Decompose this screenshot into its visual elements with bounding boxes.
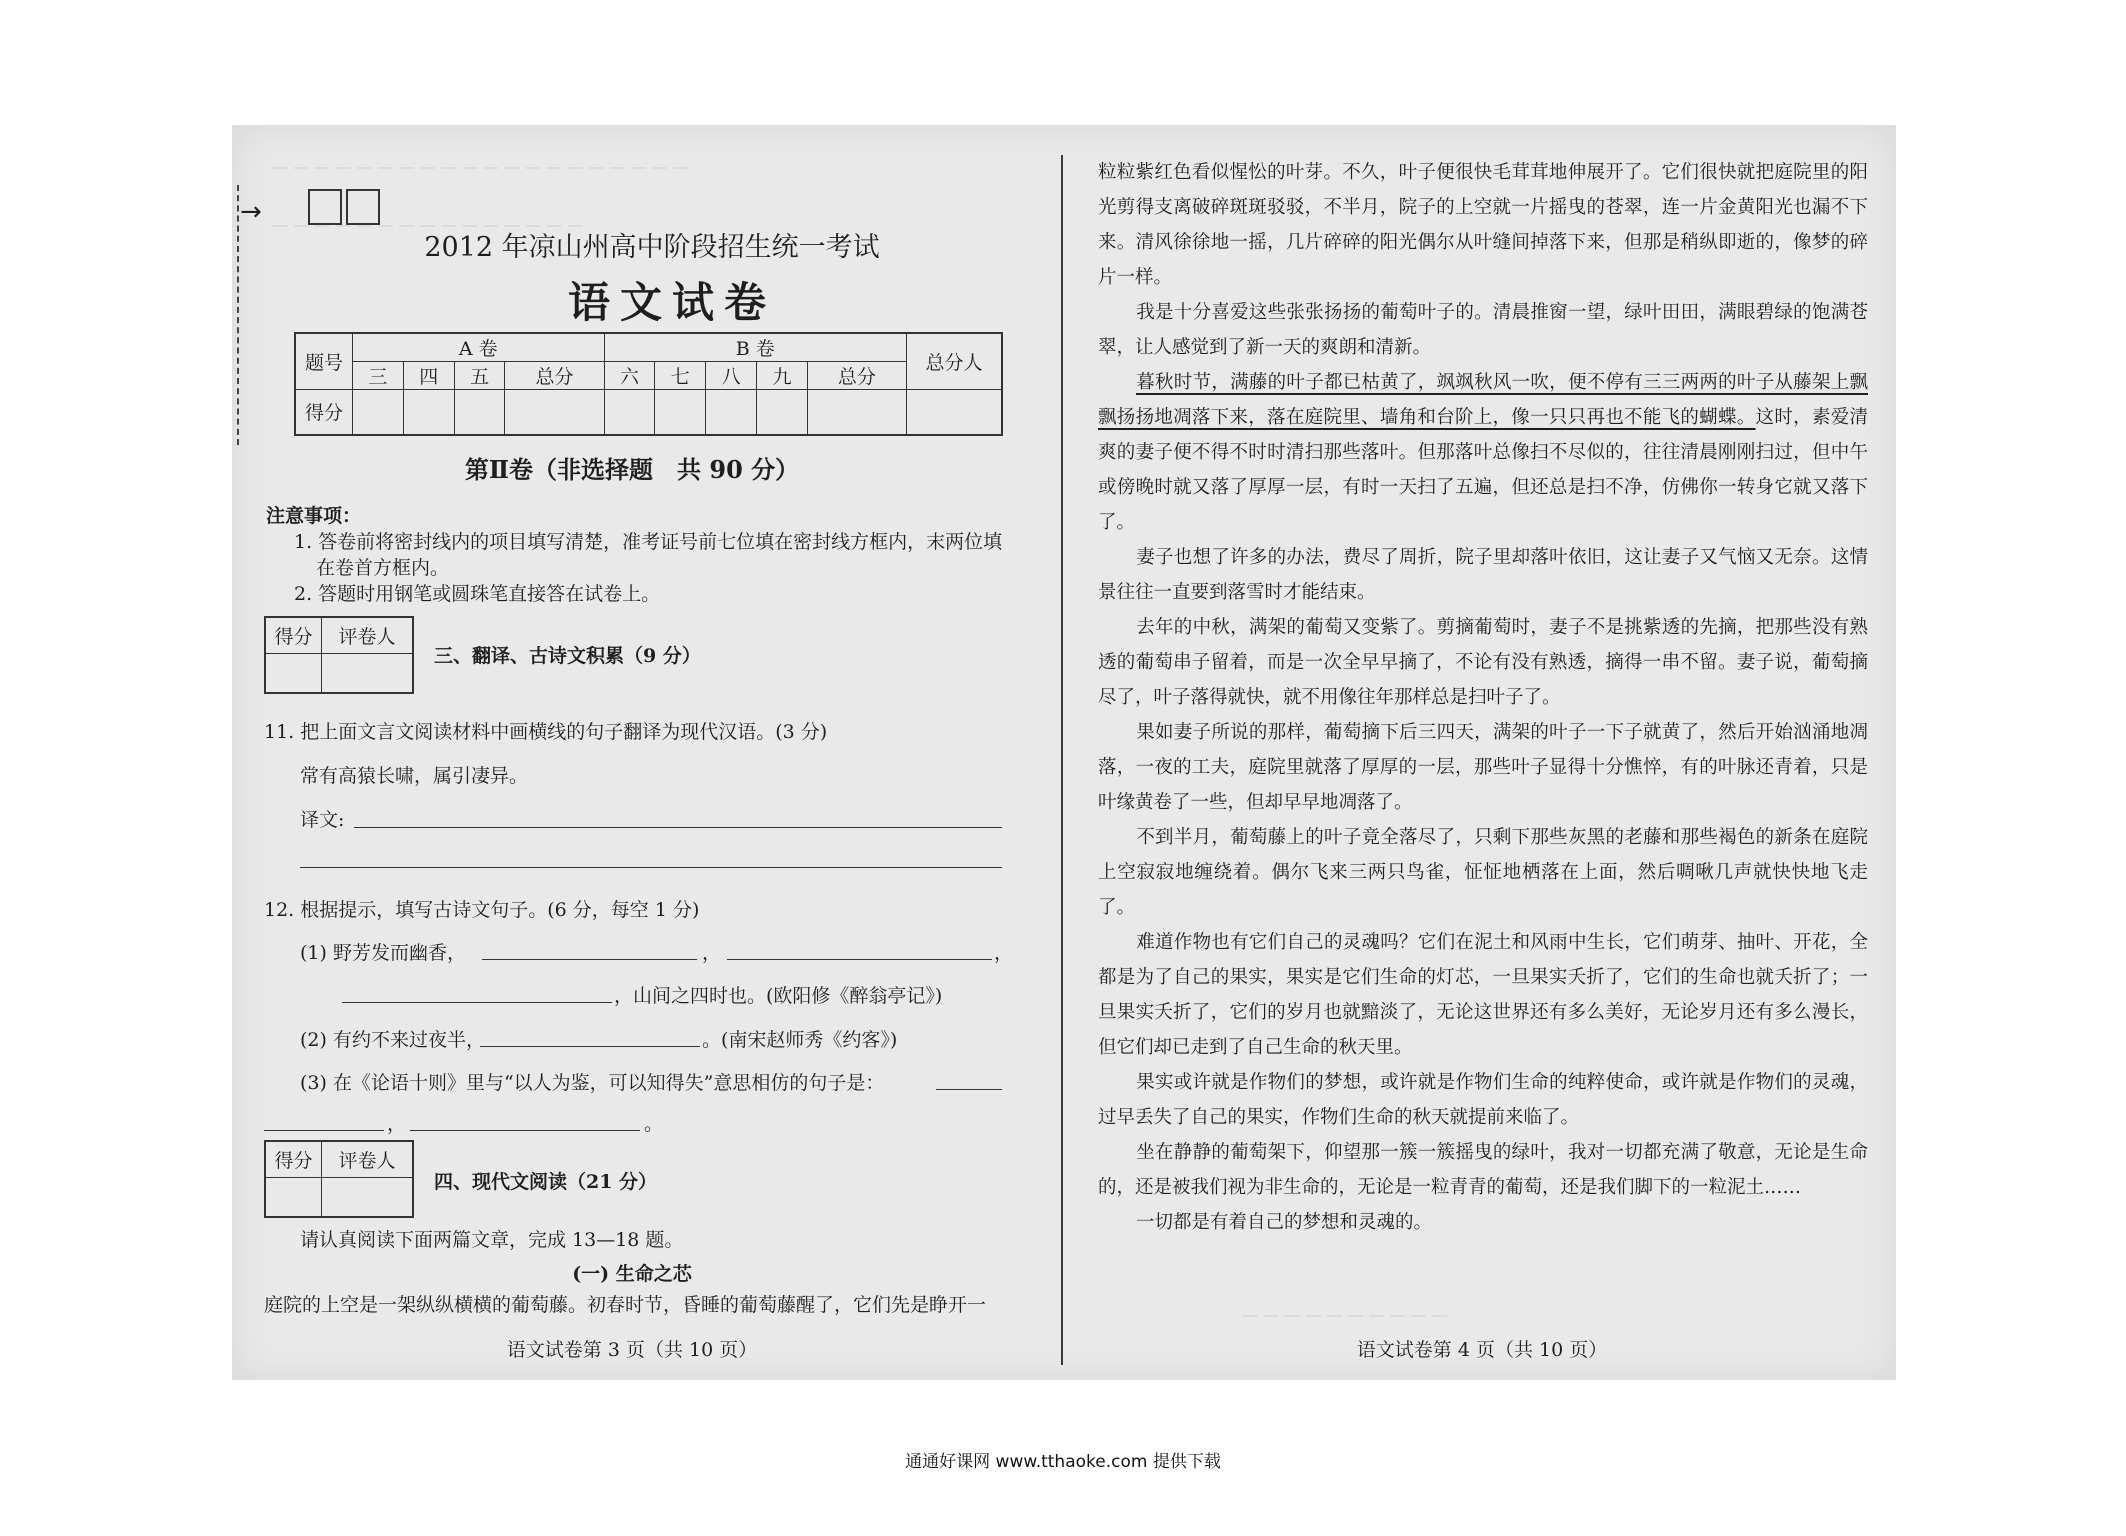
answer-blank[interactable]: [410, 1130, 640, 1131]
col-header: 三: [353, 362, 404, 390]
score-cell[interactable]: [807, 390, 906, 435]
scanned-exam-spread: [232, 125, 1896, 1380]
col-header: 七: [655, 362, 706, 390]
score-cell[interactable]: [403, 390, 454, 435]
answer-blank[interactable]: [936, 1089, 1002, 1090]
answer-blank[interactable]: [342, 1002, 612, 1003]
score-cell[interactable]: [655, 390, 706, 435]
score-cell[interactable]: [265, 653, 322, 693]
row-label-question: 题号: [295, 333, 353, 390]
column-divider: [1061, 155, 1063, 1365]
score-cell[interactable]: [757, 390, 808, 435]
q11-answer-label: 译文:: [300, 809, 345, 831]
scorer-box: [264, 616, 414, 694]
score-cell[interactable]: [353, 390, 404, 435]
punct: ，: [994, 942, 1014, 964]
q12-1-source: ，山间之四时也。(欧阳修《醉翁亭记》): [614, 985, 943, 1007]
col-header: 五: [454, 362, 505, 390]
scorer-score-label: 得分: [265, 617, 322, 653]
bleed-through-text: — — — — — — — — — — — — — — —: [272, 215, 584, 234]
page-footer-left: 语文试卷第 3 页（共 10 页）: [506, 1339, 758, 1361]
q12-3-prompt: (3) 在《论语十则》里与“以人为鉴，可以知得失”意思相仿的句子是：: [300, 1072, 885, 1094]
col-header: 九: [757, 362, 808, 390]
article-paragraph: 暮秋时节，满藤的叶子都已枯黄了，飒飒秋风一吹，便不停有三三两两的叶子从藤架上飘飘扬扬地凋落下来，落在庭院里、墙角和台阶上，像一只只再也不能飞的蝴蝶。这时，素爱清爽的妻子便不得不时时清扫那些落叶。但那落叶总像扫不尽似的，往往清晨刚刚扫过，但中午或傍晚时就又落了厚厚一层，有时一天扫了五遍，但还总是扫不净，仿佛你一转身它就又落下了。: [1098, 372, 1868, 533]
section3-title: 三、翻译、古诗文积累（9 分）: [434, 645, 701, 667]
punct: ，: [702, 942, 722, 964]
score-cell[interactable]: [907, 390, 1003, 435]
answer-blank[interactable]: [727, 959, 992, 960]
number-box[interactable]: [308, 189, 342, 225]
scorer-grader-label: 评卷人: [322, 617, 414, 653]
article-paragraph: 坐在静静的葡萄架下，仰望那一簇一簇摇曳的绿叶，我对一切都充满了敬意，无论是生命的，还是被我们视为非生命的，无论是一粒青青的葡萄，还是我们脚下的一粒泥土……: [1098, 1142, 1868, 1198]
col-header: 总分: [807, 362, 906, 390]
underlined-sentence: 暮秋时节，满藤的叶子都已枯黄了，飒飒秋风一吹，便不停有三三两两的叶子从藤架上飘飘扬扬地凋落下来，落在庭院里、墙角和台阶上，像一只只再也不能飞的蝴蝶。: [1098, 372, 1868, 428]
bleed-through-text: — — — — — — — — — —: [1242, 1305, 1448, 1324]
total-scorer-header: 总分人: [907, 333, 1003, 390]
article-paragraph: 果如妻子所说的那样，葡萄摘下后三四天，满架的叶子一下子就黄了，然后开始汹涌地凋落，一夜的工夫，庭院里就落了厚厚的一层，那些叶子显得十分憔悴，有的叶脉还青着，只是叶缘黄卷了一些，但却早早地凋落了。: [1098, 722, 1868, 813]
arrow-right-icon: →: [240, 197, 262, 227]
article-paragraph: 不到半月，葡萄藤上的叶子竟全落尽了，只剩下那些灰黑的老藤和那些褐色的新条在庭院上空寂寂地缠绕着。偶尔飞来三两只鸟雀，怔怔地栖落在上面，然后啁啾几声就快快地飞走了。: [1098, 827, 1868, 918]
page-footer-right: 语文试卷第 4 页（共 10 页）: [1356, 1339, 1608, 1361]
punct: 。: [644, 1113, 664, 1135]
q12-2-source: 。(南宋赵师秀《约客》): [702, 1029, 898, 1051]
article-paragraph: 一切都是有着自己的梦想和灵魂的。: [1136, 1212, 1433, 1233]
score-table: [294, 332, 1003, 436]
volume-b-header: B 卷: [604, 333, 906, 362]
score-cell[interactable]: [604, 390, 655, 435]
note-item: 1. 答卷前将密封线内的项目填写清楚，准考证号前七位填在密封线方框内，末两位填: [294, 531, 1003, 553]
question-11: 11. 把上面文言文阅读材料中画横线的句子翻译为现代汉语。(3 分): [264, 721, 828, 743]
grader-cell[interactable]: [322, 1177, 414, 1217]
q12-1-prompt: (1) 野芳发而幽香，: [300, 942, 466, 964]
article-paragraph: 妻子也想了许多的办法，费尽了周折，院子里却落叶依旧，这让妻子又气恼又无奈。这情景往往一直要到落雪时才能结束。: [1098, 547, 1868, 603]
score-cell[interactable]: [265, 1177, 322, 1217]
bleed-through-text: — — — — — — — — — — — — — — — — — — — —: [272, 157, 689, 176]
volume-a-header: A 卷: [353, 333, 605, 362]
scorer-score-label: 得分: [265, 1141, 322, 1177]
note-item: 2. 答题时用钢笔或圆珠笔直接答在试卷上。: [294, 583, 661, 605]
article-paragraph: 果实或许就是作物们的梦想，或许就是作物们生命的纯粹使命，或许就是作物们的灵魂，过早丢失了自己的果实，作物们生命的秋天就提前来临了。: [1098, 1072, 1868, 1128]
score-cell[interactable]: [505, 390, 604, 435]
answer-blank[interactable]: [480, 1046, 700, 1047]
article-paragraph: 去年的中秋，满架的葡萄又变紫了。剪摘葡萄时，妻子不是挑紫透的先摘，把那些没有熟透的葡萄串子留着，而是一次全早早摘了，不论有没有熟透，摘得一串不留。妻子说，葡萄摘尽了，叶子落得就快，就不用像往年那样总是扫叶子了。: [1098, 617, 1868, 708]
scorer-box: [264, 1140, 414, 1218]
q12-2-prompt: (2) 有约不来过夜半，: [300, 1029, 485, 1051]
exam-title: 2012 年凉山州高中阶段招生统一考试: [424, 232, 880, 263]
article-title: (一) 生命之芯: [572, 1263, 692, 1285]
answer-line[interactable]: [300, 867, 1002, 868]
answer-blank[interactable]: [482, 959, 697, 960]
col-header: 八: [706, 362, 757, 390]
download-credit: 通通好课网 www.tthaoke.com 提供下载: [905, 1452, 1221, 1472]
row-label-score: 得分: [295, 390, 353, 435]
scorer-grader-label: 评卷人: [322, 1141, 414, 1177]
punct: ，: [387, 1113, 407, 1135]
article-paragraph: 难道作物也有它们自己的灵魂吗？它们在泥土和风雨中生长，它们萌芽、抽叶、开花，全都是为了自己的果实，果实是它们生命的灯芯，一旦果实夭折了，它们的生命也就夭折了；一旦果实夭折了，它们的岁月也就黯淡了，无论这世界还有多么美好，无论岁月还有多么漫长，但它们却已走到了自己生命的秋天里。: [1098, 932, 1868, 1058]
notes-heading: 注意事项：: [266, 505, 362, 527]
q11-source-text: 常有高猿长啸，属引凄异。: [300, 765, 529, 787]
score-cell[interactable]: [706, 390, 757, 435]
seal-line: [237, 185, 239, 445]
col-header: 六: [604, 362, 655, 390]
score-cell[interactable]: [454, 390, 505, 435]
note-item: 在卷首方框内。: [316, 557, 450, 579]
section4-title: 四、现代文阅读（21 分）: [434, 1171, 658, 1193]
article-paragraph: 粒粒紫红色看似惺忪的叶芽。不久，叶子便很快毛茸茸地伸展开了。它们很快就把庭院里的阳光剪得支离破碎斑斑驳驳，不半月，院子的上空就一片摇曳的苍翠，连一片金黄阳光也漏不下来。清风徐徐地一摇，几片碎碎的阳光偶尔从叶缝间掉落下来，但那是稍纵即逝的，像梦的碎片一样。: [1098, 162, 1868, 288]
paper-title: 语文试卷: [567, 278, 776, 327]
volume-title: 第Ⅱ卷（非选择题 共 90 分）: [464, 455, 800, 484]
col-header: 总分: [505, 362, 604, 390]
section4-instruction: 请认真阅读下面两篇文章，完成 13—18 题。: [300, 1229, 684, 1251]
article-first-line: 庭院的上空是一架纵纵横横的葡萄藤。初春时节，昏睡的葡萄藤醒了，它们先是睁开一: [264, 1294, 987, 1316]
article-paragraph: 我是十分喜爱这些张张扬扬的葡萄叶子的。清晨推窗一望，绿叶田田，满眼碧绿的饱满苍翠，让人感觉到了新一天的爽朗和清新。: [1098, 302, 1868, 358]
grader-cell[interactable]: [322, 653, 414, 693]
question-12: 12. 根据提示，填写古诗文句子。(6 分，每空 1 分): [264, 899, 700, 921]
answer-line[interactable]: [354, 827, 1002, 828]
col-header: 四: [403, 362, 454, 390]
answer-blank[interactable]: [264, 1130, 384, 1131]
number-box[interactable]: [346, 189, 380, 225]
